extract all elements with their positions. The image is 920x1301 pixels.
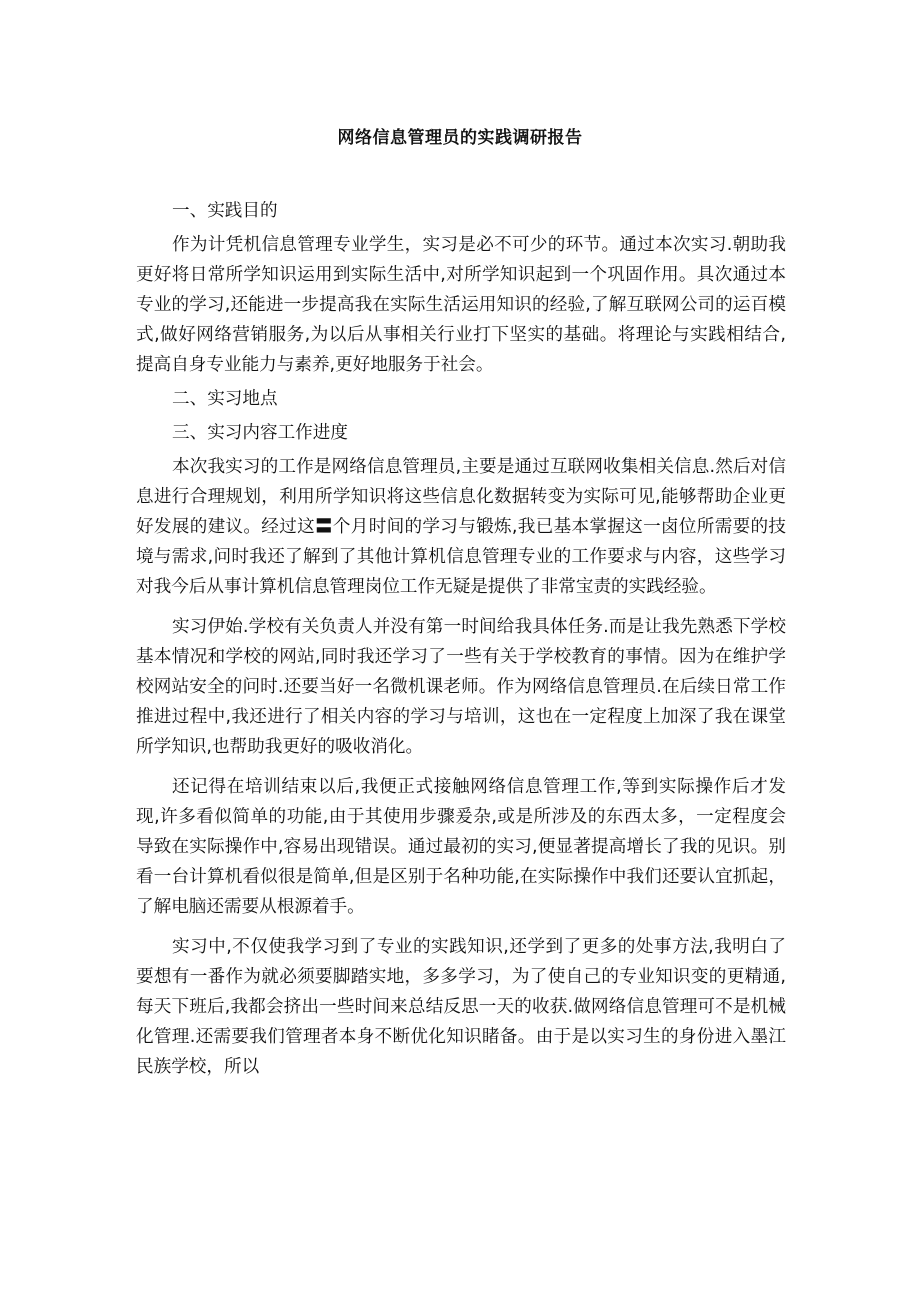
document-body xyxy=(136,196,786,1086)
paragraph-internship-start: 实习伊始.学校有关负责人并没有第一时间给我具体任务.而是让我先熟悉下学校基本情况和学校的网站,同时我还学习了一些有关于学校教育的事情。因为在维护学校网站安全的问时.还要当好一名微机课老师。作为网络信息管理员.在后续日常工作推进过程中,我还进行了相关内容的学习与培训，这也在一定程度上加深了我在课堂所学知识,也帮助我更好的吸收消化。 xyxy=(136,617,786,757)
paragraph-after-training: 还记得在培训结束以后,我便正式接触网络信息管理工作,等到实际操作后才发现,许多看似简单的功能,由于其使用步骤爰杂,或是所涉及的东西太多，一定程度会导致在实际操作中,容易出现错误。通过最初的实习,便显著提高增长了我的见识。别看一台计算机看似很是简单,但是区别于名种功能,在实际操作中我们还要认宜抓起，了解电脑还需要从根源着手。 xyxy=(136,777,786,917)
paragraph-purpose: 作为计凭机信息管理专业学生，实习是必不可少的环节。通过本次实习.朝助我更好将日常所学知识运用到实际生活中,对所学知识起到一个巩固作用。具次通过本专业的学习,还能进一步提高我在实际生活运用知识的经验,了解互联网公司的运百模式,做好网络营销服务,为以后从事相关行业打下坚实的基础。将理论与实践相结合,提高自身专业能力与素养,更好地服务于社会。 xyxy=(136,235,786,375)
paragraph-lessons: 实习中,不仅使我学习到了专业的实践知识,还学到了更多的处事方法,我明白了要想有一番作为就必须要脚踏实地，多多学习，为了使自己的专业知识变的更精通,每天下班后,我都会挤出一些时间来总结反思一天的收获.做网络信息管理可不是机械化管理.还需要我们管理者本身不断优化知识睹备。由于是以实习生的身份进入墨江民族学校，所以 xyxy=(136,937,786,1077)
section-heading-location: 二、实习地点 xyxy=(172,389,278,409)
document-title: 网络信息管理员的实践调研报告 xyxy=(337,128,583,148)
section-heading-purpose: 一、实践目的 xyxy=(172,201,278,221)
section-heading-content: 三、实习内容工作进度 xyxy=(172,423,348,443)
paragraph-work-overview: 本次我实习的工作是网络信息管理员,主要是通过互联网收集相关信息.然后对信息进行合理规划，利用所学知识将这些信息化数据转变为实际可见,能够帮助企业更好发展的建议。经过这〓个月时间的学习与锻炼,我已基本掌握这一卤位所需要的技境与需求,问时我还了解到了其他计算机信息管理专业的工作要求与内容，这些学习对我今后从事计算机信息管理岗位工作无疑是提供了非常宝责的实践经验。 xyxy=(136,457,786,597)
